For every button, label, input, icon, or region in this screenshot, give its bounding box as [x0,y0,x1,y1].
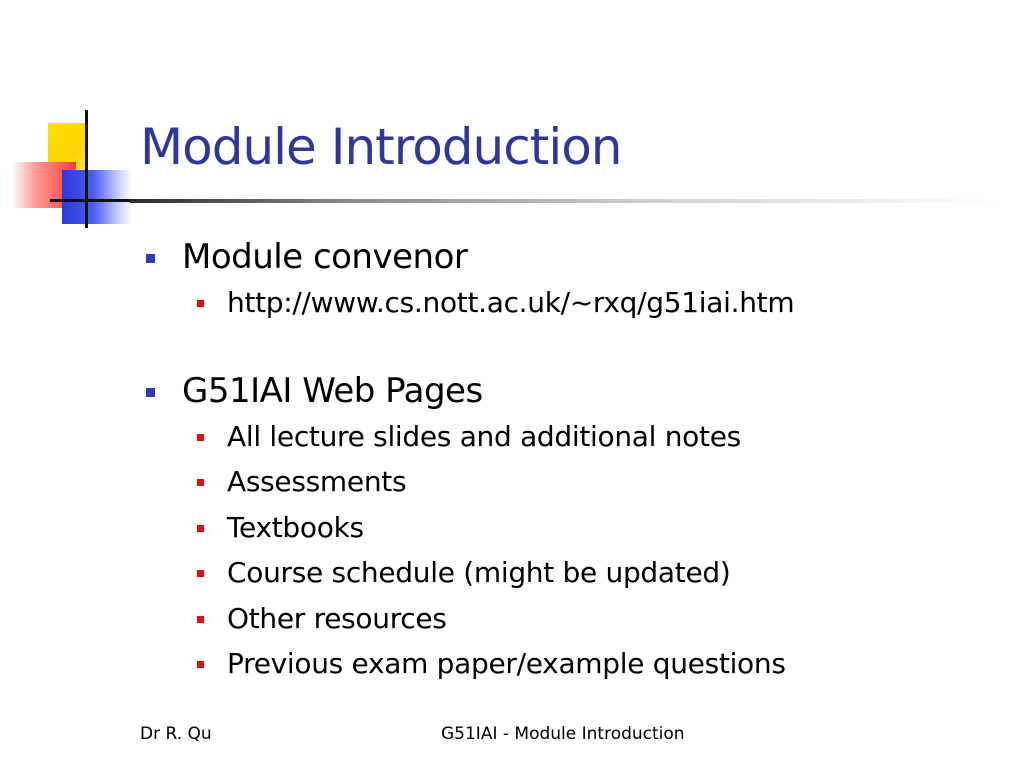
list-item-level2 [140,641,1000,687]
list-item-level2 [140,596,1000,642]
list-item-level1 [140,368,1000,414]
horizontal-rule-dark [50,199,140,202]
slide-content [140,234,1000,687]
list-item-level2 [140,414,1000,460]
square-bullet-icon [146,388,155,397]
spacer [140,326,1000,368]
square-bullet-icon [197,570,204,577]
square-bullet-icon [197,300,204,307]
section-heading: G51IAI Web Pages [182,370,483,411]
list-item-level1 [140,234,1000,280]
slide-title: Module Introduction [140,118,622,176]
vertical-rule [85,110,88,228]
list-item-text: Previous exam paper/example questions [227,647,786,680]
list-item-level2 [140,505,1000,551]
list-item-text: Course schedule (might be updated) [227,556,731,589]
square-bullet-icon [197,434,204,441]
square-bullet-icon [197,525,204,532]
list-item-text: Other resources [227,601,447,635]
title-underline [130,199,1000,203]
square-bullet-icon [146,254,155,263]
blue-square-decoration [62,170,132,224]
square-bullet-icon [197,616,204,623]
convenor-url-text: http://www.cs.nott.ac.uk/~rxq/g51iai.htm [227,286,795,319]
list-item-text: Assessments [227,465,407,498]
square-bullet-icon [197,479,204,486]
list-item-level2 [140,550,1000,596]
square-bullet-icon [197,661,204,668]
list-item-level2 [140,459,1000,505]
section-heading: Module convenor [182,237,468,277]
footer-course: G51IAI - Module Introduction [441,724,685,744]
list-item-level2 [140,280,1000,326]
footer-author: Dr R. Qu [140,724,212,744]
list-item-text: All lecture slides and additional notes [227,419,741,453]
decorative-logo [0,0,150,240]
list-item-text: Textbooks [227,510,364,544]
